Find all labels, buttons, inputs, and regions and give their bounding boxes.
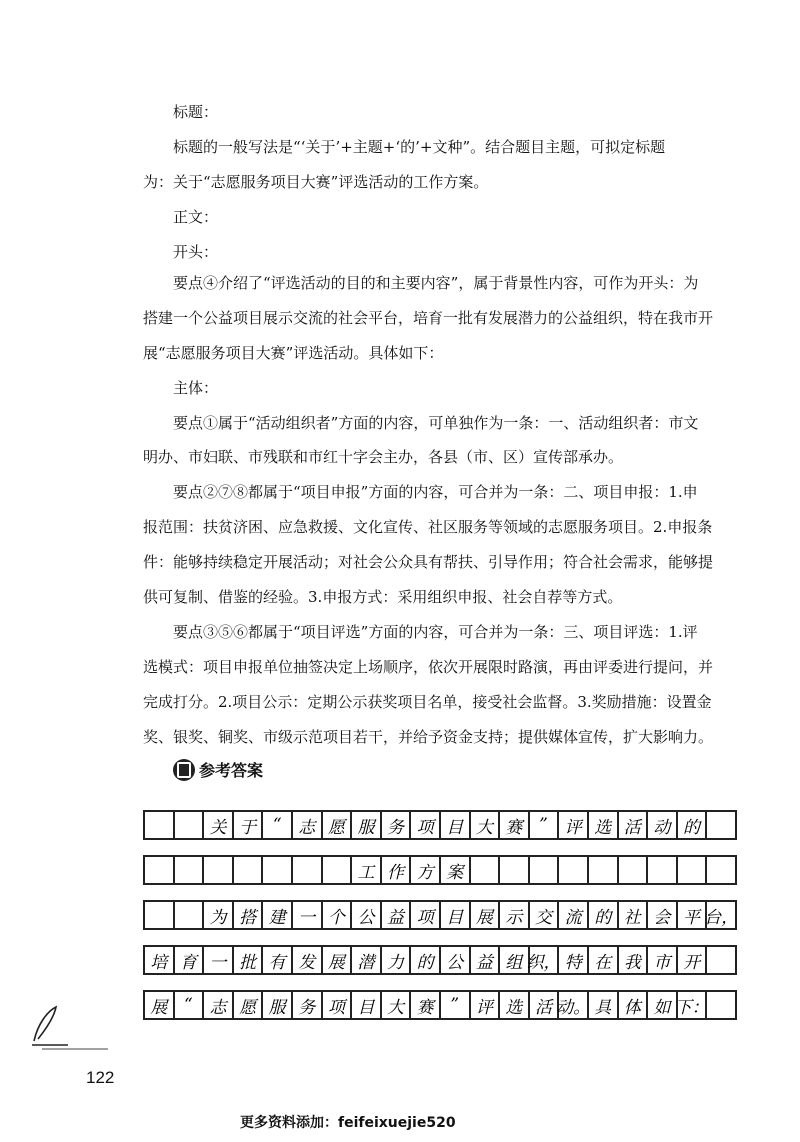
body-line: 为：关于“志愿服务项目大赛”评选活动的工作方案。 [143, 173, 489, 191]
grid-cell: 建 [263, 902, 293, 928]
grid-cell: 动 [648, 812, 678, 838]
grid-cell: 评 [471, 992, 501, 1018]
grid-cell [500, 857, 530, 883]
grid-cell: 赛 [411, 992, 441, 1018]
body-line: 要点③⑤⑥都属于“项目评选”方面的内容，可合并为一条：三、项目评选：1.评 [173, 623, 698, 641]
grid-cell: “ [263, 812, 293, 838]
answer-title: 参考答案 [199, 761, 264, 780]
grid-cell: 公 [441, 947, 471, 973]
grid-cell [530, 857, 560, 883]
grid-cell: 方 [411, 857, 441, 883]
body-line: 要点②⑦⑧都属于“项目申报”方面的内容，可合并为一条：二、项目申报：1.申 [173, 483, 698, 501]
grid-cell: 于 [234, 812, 264, 838]
grid-cell: 项 [411, 902, 441, 928]
grid-cell [293, 857, 323, 883]
grid-cell [471, 857, 501, 883]
grid-cell: “ [175, 992, 205, 1018]
grid-cell: 交 [530, 902, 560, 928]
grid-cell [145, 902, 175, 928]
grid-cell: 体 [619, 992, 649, 1018]
grid-cell: 在 [589, 947, 619, 973]
answer-header [173, 758, 263, 781]
grid-cell: 案 [441, 857, 471, 883]
grid-cell: 作 [382, 857, 412, 883]
grid-cell: 务 [382, 812, 412, 838]
grid-cell: 市 [648, 947, 678, 973]
grid-cell: 服 [263, 992, 293, 1018]
grid-cell: 大 [382, 992, 412, 1018]
body-line: 报范围：扶贫济困、应急救援、文化宣传、社区服务等领域的志愿服务项目。2.申报条 [143, 518, 713, 536]
grid-cell: 务 [293, 992, 323, 1018]
grid-cell: 培 [145, 947, 175, 973]
footer-note: 更多资料添加：feifeixuejie520 [240, 1115, 456, 1131]
body-line: 选模式：项目申报单位抽签决定上场顺序，依次开展限时路演，再由评委进行提问，并 [143, 658, 714, 676]
grid-cell [175, 857, 205, 883]
body-line: 件：能够持续稳定开展活动；对社会公众具有帮扶、引导作用；符合社会需求，能够提 [143, 553, 714, 571]
grid-cell: 潜 [352, 947, 382, 973]
grid-cell: 会 [648, 902, 678, 928]
grid-cell: 展 [323, 947, 353, 973]
grid-cell: 益 [382, 902, 412, 928]
grid-cell [175, 902, 205, 928]
grid-cell: 组 [500, 947, 530, 973]
grid-row [143, 990, 737, 1020]
grid-cell: 目 [352, 992, 382, 1018]
grid-cell [707, 857, 737, 883]
grid-cell: 为 [204, 902, 234, 928]
grid-cell [559, 857, 589, 883]
grid-cell: 一 [293, 902, 323, 928]
body-line: 要点④介绍了“评选活动的目的和主要内容”，属于背景性内容，可作为开头：为 [173, 274, 699, 292]
grid-cell: 选 [589, 812, 619, 838]
grid-cell [648, 857, 678, 883]
grid-cell: 目 [441, 812, 471, 838]
grid-cell: 力 [382, 947, 412, 973]
grid-cell: 愿 [323, 812, 353, 838]
grid-cell: 项 [323, 992, 353, 1018]
body-line: 要点①属于“活动组织者”方面的内容，可单独作为一条：一、活动组织者：市文 [173, 414, 699, 432]
grid-cell: 展 [145, 992, 175, 1018]
grid-row [143, 945, 737, 975]
body-line: 标题： [173, 103, 219, 121]
grid-cell: 具 [589, 992, 619, 1018]
grid-cell: 发 [293, 947, 323, 973]
grid-cell: 有 [263, 947, 293, 973]
grid-cell: 工 [352, 857, 382, 883]
body-line: 搭建一个公益项目展示交流的社会平台，培育一批有发展潜力的公益组织，特在我市开 [143, 309, 714, 327]
pen-doodle-icon [28, 1003, 108, 1053]
grid-cell: 公 [352, 902, 382, 928]
body-line: 供可复制、借鉴的经验。3.申报方式：采用组织申报、社会自荐等方式。 [143, 588, 623, 606]
body-line: 正文： [173, 208, 219, 226]
grid-row [143, 855, 737, 885]
body-line: 奖、银奖、铜奖、市级示范项目若干，并给予资金支持；提供媒体宣传，扩大影响力。 [143, 728, 714, 746]
grid-cell: 关 [204, 812, 234, 838]
grid-cell: 愿 [234, 992, 264, 1018]
grid-cell: 志 [293, 812, 323, 838]
grid-cell: 评 [559, 812, 589, 838]
grid-cell: ” [530, 812, 560, 838]
grid-cell: 特 [559, 947, 589, 973]
grid-cell [589, 857, 619, 883]
grid-cell: 个 [323, 902, 353, 928]
body-line: 标题的一般写法是“‘关于’+主题+‘的’+文种”。结合题目主题，可拟定标题 [173, 138, 666, 156]
grid-cell: 的 [411, 947, 441, 973]
grid-cell: 搭 [234, 902, 264, 928]
grid-cell: 开 [678, 947, 708, 973]
grid-cell: 台， [707, 902, 737, 928]
grid-cell [323, 857, 353, 883]
body-line: 主体： [173, 379, 219, 397]
body-line: 完成打分。2.项目公示：定期公示获奖项目名单，接受社会监督。3.奖励措施：设置金 [143, 693, 712, 711]
grid-cell: 益 [471, 947, 501, 973]
grid-cell: 的 [589, 902, 619, 928]
grid-cell: 育 [175, 947, 205, 973]
grid-cell: 平 [678, 902, 708, 928]
grid-cell [678, 857, 708, 883]
grid-row [143, 810, 737, 840]
grid-cell: 织， [530, 947, 560, 973]
grid-cell: 大 [471, 812, 501, 838]
grid-cell: 动。 [559, 992, 589, 1018]
grid-cell: 项 [411, 812, 441, 838]
grid-cell: 批 [234, 947, 264, 973]
grid-cell: 活 [530, 992, 560, 1018]
grid-cell: 示 [500, 902, 530, 928]
body-line: 明办、市妇联、市残联和市红十字会主办，各县（市、区）宣传部承办。 [143, 448, 624, 466]
grid-cell: 赛 [500, 812, 530, 838]
grid-cell: 志 [204, 992, 234, 1018]
grid-cell: 服 [352, 812, 382, 838]
grid-cell [619, 857, 649, 883]
grid-cell: ” [441, 992, 471, 1018]
grid-cell [263, 857, 293, 883]
body-line: 开头： [173, 243, 219, 261]
grid-cell [175, 812, 205, 838]
page-number: 122 [86, 1068, 115, 1087]
grid-cell [234, 857, 264, 883]
grid-cell [145, 812, 175, 838]
grid-cell: 下： [678, 992, 708, 1018]
grid-cell: 我 [619, 947, 649, 973]
grid-cell: 流 [559, 902, 589, 928]
book-icon [173, 759, 195, 781]
grid-cell: 一 [204, 947, 234, 973]
grid-cell: 的 [678, 812, 708, 838]
grid-row [143, 900, 737, 930]
grid-cell [145, 857, 175, 883]
grid-cell [204, 857, 234, 883]
grid-cell [707, 812, 737, 838]
grid-cell: 选 [500, 992, 530, 1018]
grid-cell: 展 [471, 902, 501, 928]
grid-cell [707, 947, 737, 973]
body-line: 展“志愿服务项目大赛”评选活动。具体如下： [143, 344, 444, 362]
grid-cell: 如 [648, 992, 678, 1018]
grid-cell: 社 [619, 902, 649, 928]
grid-cell: 活 [619, 812, 649, 838]
grid-cell [707, 992, 737, 1018]
grid-cell: 目 [441, 902, 471, 928]
